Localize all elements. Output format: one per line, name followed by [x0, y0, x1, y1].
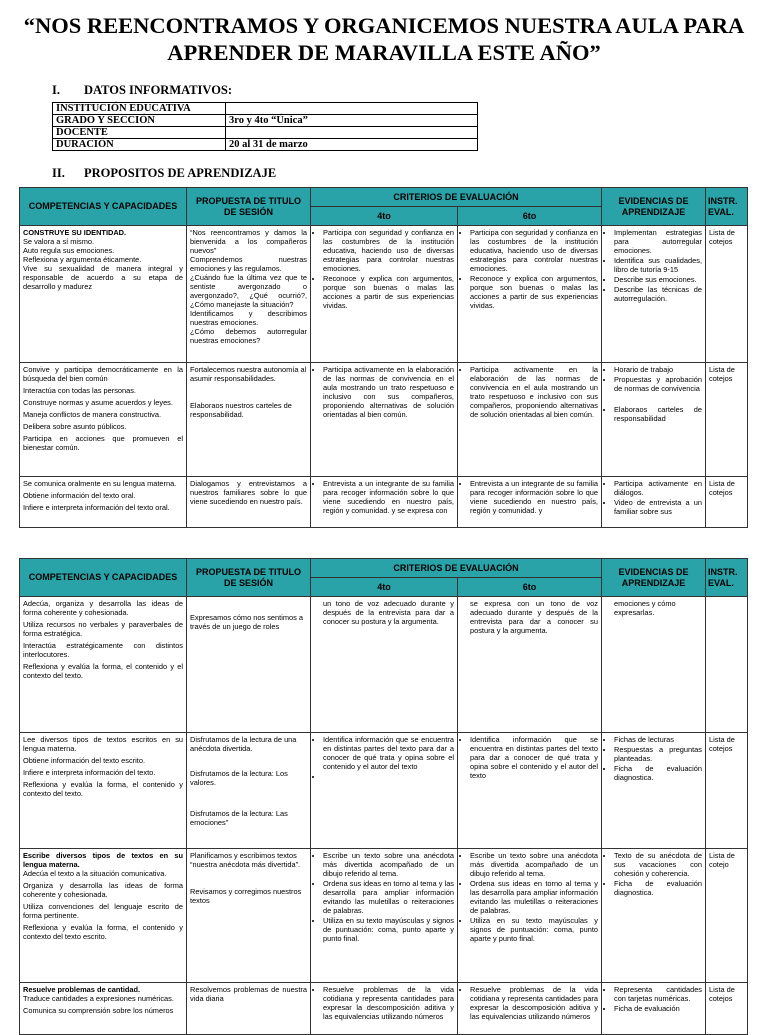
table-row	[20, 363, 748, 477]
learning-table-1	[19, 187, 748, 528]
evidencias-cell	[602, 363, 706, 477]
session-title: Planificamos y escribimos textos “nuestra anécdota más divertida”.	[190, 851, 301, 869]
info-key: GRADO Y SECCIÓN	[53, 115, 226, 127]
capacidad: Traduce cantidades a expresiones numéricas.	[23, 994, 174, 1003]
competencia-title: Resuelve problemas de cantidad.	[23, 985, 141, 994]
header-4to: 4to	[311, 578, 458, 597]
list-item: • Reconoce y explica con argumentos, porque son buenas o malas las acciones a partir de sus experiencias vividas.	[470, 274, 598, 310]
competencias-cell	[20, 983, 187, 1035]
section-number: II.	[52, 166, 65, 180]
capacidad: Auto regula sus emociones.	[23, 246, 115, 255]
competencias-cell	[20, 226, 187, 363]
table-row	[20, 477, 748, 528]
capacidad: Obtiene información del texto oral.	[23, 491, 136, 500]
list-item: • Participa activamente en diálogos.	[614, 479, 702, 497]
table-row	[20, 983, 748, 1035]
capacidad: Convive y participa democráticamente en la búsqueda del bien común	[23, 365, 183, 383]
header-instr: INSTR. EVAL.	[706, 559, 748, 597]
info-row	[53, 139, 478, 151]
propuesta-cell	[187, 226, 311, 363]
list-item: • Representa cantidades con tarjetas numéricas.	[614, 985, 702, 1003]
session-title: Fortalecemos nuestra autonomía al asumir responsabilidades.	[190, 365, 307, 383]
header-propuesta: PROPUESTA DE TITULO DE SESIÓN	[187, 559, 311, 597]
competencias-cell	[20, 363, 187, 477]
list-item: • Ficha de evaluación diagnostica.	[614, 879, 702, 897]
info-value	[226, 103, 478, 115]
section-datos-informativos	[52, 83, 232, 98]
capacidad: Vive su sexualidad de manera integral y responsable de acuerdo a su etapa de desarrollo y madurez	[23, 264, 183, 291]
session-title: Revisamos y corregimos nuestros textos	[190, 887, 302, 905]
competencia-title: Escribe diversos tipos de textos en su lengua materna.	[23, 851, 183, 869]
info-value	[226, 127, 478, 139]
competencias-cell	[20, 477, 187, 528]
propuesta-cell	[187, 849, 311, 983]
instr-cell: Lista de cotejos	[706, 733, 748, 849]
list-item: • Horario de trabajo	[614, 365, 702, 374]
instr-cell: Lista de cotejos	[706, 983, 748, 1035]
evidencias-cell: emociones y cómo expresarlas.	[602, 597, 706, 733]
info-table	[52, 102, 478, 151]
session-title: ¿Cómo debemos autorregular nuestras emociones?	[190, 327, 307, 345]
session-title: Expresamos cómo nos sentimos a través de un juego de roles	[190, 613, 303, 631]
criterio-4to-cell	[311, 363, 458, 477]
list-item: • Participa activamente en la elaboración de las normas de convivencia en el aula mostrando un trato respetuoso e inclusivo con sus compañeros, proponiendo alternativas de solución orientadas al bien común.	[323, 365, 454, 419]
evidencias-cell	[602, 477, 706, 528]
capacidad: Adecúa, organiza y desarrolla las ideas de forma coherente y cohesionada.	[23, 599, 183, 617]
session-title: Disfrutamos de la lectura: Las emociones”	[190, 809, 288, 827]
capacidad: Obtiene información del texto escrito.	[23, 756, 146, 765]
instr-cell: Lista de cotejos	[706, 477, 748, 528]
header-instr: INSTR. EVAL.	[706, 188, 748, 226]
list-item: • Participa con seguridad y confianza en las costumbres de la institución educativa, haciendo uso de diversas estrategias para controlar nuestras emociones.	[470, 228, 598, 273]
capacidad: Participa en acciones que promueven el bienestar común.	[23, 434, 183, 452]
criterio-6to-cell	[458, 226, 602, 363]
capacidad: Organiza y desarrolla las ideas de forma coherente y cohesionada.	[23, 881, 183, 899]
capacidad: Infiere e interpreta información del texto.	[23, 768, 156, 777]
criterio-4to-cell	[311, 733, 458, 849]
header-criterios: CRITERIOS DE EVALUACIÓN	[311, 559, 602, 578]
evidencias-cell	[602, 226, 706, 363]
evidencias-cell	[602, 733, 706, 849]
criterio-6to-cell	[458, 363, 602, 477]
session-title: ¿Cuándo fue la última vez que te sentiste avergonzado o avergonzado?, ¿Qué ocurrió?, ¿Cómo manejaste la situación?	[190, 273, 307, 309]
criterio-4to-cell: un tono de voz adecuado durante y después de la entrevista para dar a conocer su postura y la argumenta.	[311, 597, 458, 733]
list-item: • Participa con seguridad y confianza en las costumbres de la institución educativa, haciendo uso de diversas estrategias para controlar nuestras emociones.	[323, 228, 454, 273]
propuesta-cell	[187, 983, 311, 1035]
criterio-6to-cell	[458, 983, 602, 1035]
propuesta-cell	[187, 477, 311, 528]
info-value: 20 al 31 de marzo	[226, 139, 478, 151]
list-item: • Ficha de evaluación diagnostica.	[614, 764, 702, 782]
info-row	[53, 127, 478, 139]
instr-cell	[706, 597, 748, 733]
capacidad: Interactúa con todas las personas.	[23, 386, 136, 395]
table-row	[20, 597, 748, 733]
section-propositos	[52, 166, 276, 181]
section-number: I.	[52, 83, 60, 97]
list-item: • Identifica información que se encuentra en distintas partes del texto para dar a conocer de qué trata y opina sobre el contenido y el autor del texto	[470, 735, 598, 780]
list-item: • Identifica sus cualidades, libro de tutoría 9-15	[614, 256, 702, 274]
info-key: INSTITUCIÓN EDUCATIVA	[53, 103, 226, 115]
header-evidencias: EVIDENCIAS DE APRENDIZAJE	[602, 188, 706, 226]
session-title: Comprendemos nuestras emociones y las regulamos.	[190, 255, 307, 273]
list-item: • Utiliza en su texto mayúsculas y signos de puntuación: coma, punto aparte y punto final.	[470, 916, 598, 943]
list-item: • Participa activamente en la elaboración de las normas de convivencia en el aula mostrando un trato respetuoso e inclusivo con sus compañeros, proponiendo alternativas de solución orientadas al bien común.	[470, 365, 598, 419]
evidencias-cell	[602, 983, 706, 1035]
capacidad: Se comunica oralmente en su lengua materna.	[23, 479, 177, 488]
instr-cell: Lista de cotejos	[706, 363, 748, 477]
list-item: • Identifica información que se encuentra en distintas partes del texto para dar a conocer de qué trata y opina sobre el contenido y el autor del texto	[323, 735, 454, 771]
info-row	[53, 103, 478, 115]
info-key: DURACIÓN	[53, 139, 226, 151]
list-item: • Utiliza en su texto mayúsculas y signos de puntuación: coma, punto aparte y punto final.	[323, 916, 454, 943]
evidencias-cell	[602, 849, 706, 983]
capacidad: Comunica su comprensión sobre los números	[23, 1006, 174, 1015]
session-title: “Nos reencontramos y damos la bienvenida a los compañeros nuevos”	[190, 228, 307, 255]
propuesta-cell	[187, 597, 311, 733]
list-item: • Ordena sus ideas en torno al tema y las desarrolla para ampliar información evitando las muletillas o reiteraciones de palabras.	[470, 879, 598, 915]
list-item: • Describe las técnicas de autorregulación.	[614, 285, 702, 303]
criterio-6to-cell	[458, 733, 602, 849]
list-item: • Ficha de evaluación	[614, 1004, 702, 1013]
section-label: PROPOSITOS DE APRENDIZAJE	[84, 166, 277, 180]
capacidad: Lee diversos tipos de textos escritos en su lengua materna.	[23, 735, 183, 753]
list-item: • Entrevista a un integrante de su familia para recoger información sobre lo que viene sucediendo en nuestro país, región y comunidad. y	[470, 479, 598, 515]
list-item: • Escribe un texto sobre una anécdota más divertida acompañado de un dibujo referido al tema.	[323, 851, 454, 878]
criterio-6to-cell: se expresa con un tono de voz adecuado durante y después de la entrevista para dar a conocer su postura y la argumenta.	[458, 597, 602, 733]
header-criterios: CRITERIOS DE EVALUACIÓN	[311, 188, 602, 207]
criterio-6to-cell	[458, 477, 602, 528]
capacidad: Delibera sobre asunto públicos.	[23, 422, 127, 431]
competencias-cell	[20, 733, 187, 849]
header-6to: 6to	[458, 207, 602, 226]
info-key: DOCENTE	[53, 127, 226, 139]
header-competencias: COMPETENCIAS Y CAPACIDADES	[20, 559, 187, 597]
session-title: Identificamos y describimos nuestras emociones.	[190, 309, 307, 327]
list-item: • Entrevista a un integrante de su familia para recoger información sobre lo que viene sucediendo en nuestro país, región y comunidad. y se expresa con	[323, 479, 454, 515]
section-label: DATOS INFORMATIVOS:	[84, 83, 233, 97]
table-row	[20, 733, 748, 849]
capacidad: Reflexiona y evalúa la forma, el contenido y contexto del texto.	[23, 780, 183, 798]
list-item: • Implementan estrategias para autorregular emociones.	[614, 228, 702, 255]
session-title: Disfrutamos de la lectura de una anécdota divertida.	[190, 735, 297, 753]
list-item: • Elaboraos carteles de responsabilidad	[614, 405, 702, 423]
capacidad: Reflexiona y evalúa la forma, el contenido y contexto del texto escrito.	[23, 923, 183, 941]
session-title: Resolvemos problemas de nuestra vida diaria	[190, 985, 307, 1003]
header-evidencias: EVIDENCIAS DE APRENDIZAJE	[602, 559, 706, 597]
capacidad: Reflexiona y evalúa la forma, el contenido y el contexto del texto.	[23, 662, 183, 680]
criterio-4to-cell	[311, 849, 458, 983]
capacidad: Construye normas y asume acuerdos y leyes.	[23, 398, 173, 407]
session-title: Disfrutamos de la lectura: Los valores.	[190, 769, 288, 787]
list-item: • Video de entrevista a un familiar sobre sus	[614, 498, 702, 516]
table-row	[20, 226, 748, 363]
list-item: • Propuestas y aprobación de normas de convivencia	[614, 375, 702, 393]
competencias-cell	[20, 597, 187, 733]
header-competencias: COMPETENCIAS Y CAPACIDADES	[20, 188, 187, 226]
learning-table-2	[19, 558, 748, 1035]
info-value: 3ro y 4to “Única”	[226, 115, 478, 127]
header-propuesta: PROPUESTA DE TITULO DE SESIÓN	[187, 188, 311, 226]
list-item: • Reconoce y explica con argumentos, porque son buenas o malas las acciones a partir de sus experiencias vividas.	[323, 274, 454, 310]
competencia-title: CONSTRUYE SU IDENTIDAD.	[23, 228, 127, 237]
instr-cell: Lista de cotejo	[706, 849, 748, 983]
criterio-4to-cell	[311, 477, 458, 528]
propuesta-cell	[187, 363, 311, 477]
header-6to: 6to	[458, 578, 602, 597]
capacidad: Se valora a sí mismo.	[23, 237, 95, 246]
capacidad: Utiliza convenciones del lenguaje escrito de forma pertinente.	[23, 902, 183, 920]
list-item: • Ordena sus ideas en torno al tema y las desarrolla para ampliar información evitando las muletillas o reiteraciones de palabras.	[323, 879, 454, 915]
propuesta-cell	[187, 733, 311, 849]
criterio-6to-cell	[458, 849, 602, 983]
capacidad: Utiliza recursos no verbales y paraverbales de forma estratégica.	[23, 620, 183, 638]
capacidad: Interactúa estratégicamente con distintos interlocutores.	[23, 641, 183, 659]
capacidad: Maneja conflictos de manera constructiva.	[23, 410, 162, 419]
capacidad: Reflexiona y argumenta éticamente.	[23, 255, 142, 264]
list-item: • Respuestas a preguntas planteadas.	[614, 745, 702, 763]
info-row	[53, 115, 478, 127]
instr-cell: Lista de cotejos	[706, 226, 748, 363]
list-item: • Texto de su anécdota de sus vacaciones con cohesión y coherencia.	[614, 851, 702, 878]
list-item: • Resuelve problemas de la vida cotidiana y representa cantidades para expresar la descomposición aditiva y las equivalencias utilizando números	[470, 985, 598, 1021]
list-item	[323, 772, 454, 781]
criterio-4to-cell	[311, 226, 458, 363]
list-item: • Resuelve problemas de la vida cotidiana y representa cantidades para expresar la descomposición aditiva y las equivalencias utilizando números	[323, 985, 454, 1021]
header-4to: 4to	[311, 207, 458, 226]
capacidad: Infiere e interpreta información del texto oral.	[23, 503, 170, 512]
list-item: • Describe sus emociones.	[614, 275, 702, 284]
competencias-cell	[20, 849, 187, 983]
session-title: Dialogamos y entrevistamos a nuestros familiares sobre lo que viene sucediendo en nuestro país.	[190, 479, 307, 506]
list-item: • Escribe un texto sobre una anécdota más divertida acompañado de un dibujo referido al tema.	[470, 851, 598, 878]
capacidad: Adecúa el texto a la situación comunicativa.	[23, 869, 167, 878]
criterio-4to-cell	[311, 983, 458, 1035]
document-title: “NOS REENCONTRAMOS Y ORGANICEMOS NUESTRA AULA PARA APRENDER DE MARAVILLA ESTE AÑO”	[23, 13, 745, 65]
table-row	[20, 849, 748, 983]
session-title: Elaboraos nuestros carteles de responsabilidad.	[190, 401, 292, 419]
list-item: • Fichas de lecturas	[614, 735, 702, 744]
